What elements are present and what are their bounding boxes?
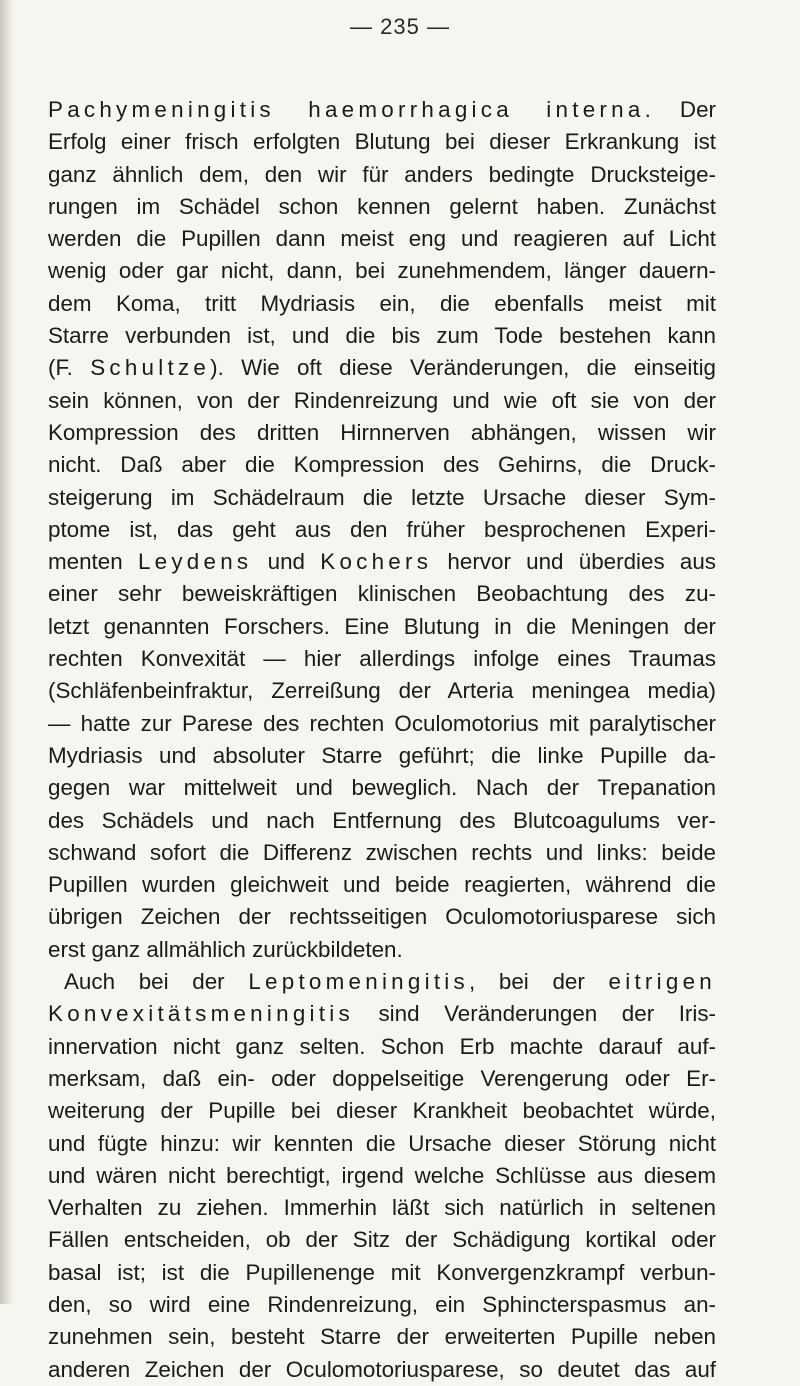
text-line: sein können, von der Rindenreizung und wie oft sie von der xyxy=(48,387,716,413)
text-line: — hatte zur Parese des rechten Oculomotorius mit paralytischer xyxy=(48,710,716,736)
text-line: Pachymeningitis haemorrhagica interna. Der xyxy=(48,97,716,122)
text-line: letzt genannten Forschers. Eine Blutung in die Meningen der xyxy=(48,613,716,639)
spaced-term: Leptomeningitis xyxy=(248,969,469,995)
text-line: zunehmen sein, besteht Starre der erweiterten Pupille neben xyxy=(48,1324,716,1350)
text-line: des Schädels und nach Entfernung des Blutcoagulums ver- xyxy=(48,807,716,833)
spaced-term: Pachymeningitis haemorrhagica interna xyxy=(48,97,645,122)
text-line: und wären nicht berechtigt, irgend welche Schlüsse aus diesem xyxy=(48,1162,716,1188)
text-line: Starre verbunden ist, und die bis zum Tode bestehen kann xyxy=(48,323,716,349)
page-number: — 235 — xyxy=(350,14,450,39)
text-line: Konvexitätsmeningitis sind Veränderungen der Iris- xyxy=(48,1001,716,1027)
text-line: gegen war mittelweit und beweglich. Nach der Trepanation xyxy=(48,775,716,801)
text-line: übrigen Zeichen der rechtsseitigen Oculomotoriusparese sich xyxy=(48,904,716,930)
text-line: steigerung im Schädelraum die letzte Ursache dieser Sym- xyxy=(48,484,716,510)
text-line: (Schläfenbeinfraktur, Zerreißung der Arteria meningea media) xyxy=(48,678,716,704)
text-line: merksam, daß ein- oder doppelseitige Verengerung oder Er- xyxy=(48,1065,716,1091)
text-line: erst ganz allmählich zurückbildeten. xyxy=(48,936,403,962)
text-line: rungen im Schädel schon kennen gelernt haben. Zunächst xyxy=(48,193,716,219)
text-line: nicht. Daß aber die Kompression des Gehirns, die Druck- xyxy=(48,452,716,478)
spaced-name: Kochers xyxy=(320,549,433,575)
spaced-term: Konvexitätsmeningitis xyxy=(48,1001,354,1027)
text-line: den, so wird eine Rindenreizung, ein Sphincterspasmus an- xyxy=(48,1291,716,1317)
spaced-term: eitrigen xyxy=(608,969,716,995)
text-line: Fällen entscheiden, ob der Sitz der Schädigung kortikal oder xyxy=(48,1227,716,1253)
text-line: (F. Schultze). Wie oft diese Veränderungen, die einseitig xyxy=(48,355,717,381)
text-line: Kompression des dritten Hirnnerven abhängen, wissen wir xyxy=(48,419,716,445)
text-line: dem Koma, tritt Mydriasis ein, die ebenfalls meist mit xyxy=(48,290,716,316)
text-line: Erfolg einer frisch erfolgten Blutung bei dieser Erkrankung ist xyxy=(48,129,716,155)
text-line: ptome ist, das geht aus den früher besprochenen Experi- xyxy=(48,516,716,542)
spaced-name: Schultze xyxy=(90,355,211,381)
text-line: einer sehr beweiskräftigen klinischen Beobachtung des zu- xyxy=(48,581,716,607)
text-line: werden die Pupillen dann meist eng und reagieren auf Licht xyxy=(48,226,716,252)
spaced-name: Leydens xyxy=(137,549,253,575)
text-line: innervation nicht ganz selten. Schon Erb machte darauf auf- xyxy=(48,1033,716,1059)
text-line: anderen Zeichen der Oculomotoriusparese, so deutet das auf xyxy=(48,1356,716,1382)
text-line: rechten Konvexität — hier allerdings infolge eines Traumas xyxy=(48,646,716,672)
text-line: Mydriasis und absoluter Starre geführt; die linke Pupille da- xyxy=(48,742,716,768)
text-line: schwand sofort die Differenz zwischen rechts und links: beide xyxy=(48,839,716,865)
text-line: menten Leydens und Kochers hervor und überdies aus xyxy=(48,549,716,575)
text-line: weiterung der Pupille bei dieser Krankheit beobachtet würde, xyxy=(48,1098,716,1124)
text-line: ganz ähnlich dem, den wir für anders bedingte Drucksteige- xyxy=(48,161,716,187)
text-line: Verhalten zu ziehen. Immerhin läßt sich natürlich in seltenen xyxy=(48,1195,716,1221)
text-line: basal ist; ist die Pupillenenge mit Konvergenzkrampf verbun- xyxy=(48,1259,716,1285)
text-line: und fügte hinzu: wir kennten die Ursache dieser Störung nicht xyxy=(48,1130,716,1156)
text-line: Pupillen wurden gleichweit und beide reagierten, während die xyxy=(48,872,716,898)
text-line: Auch bei der Leptomeningitis, bei der eitrigen xyxy=(64,969,716,995)
body-text xyxy=(48,94,716,1386)
page-edge-shadow xyxy=(0,0,14,1304)
text-line: wenig oder gar nicht, dann, bei zunehmendem, länger dauern- xyxy=(48,258,716,284)
